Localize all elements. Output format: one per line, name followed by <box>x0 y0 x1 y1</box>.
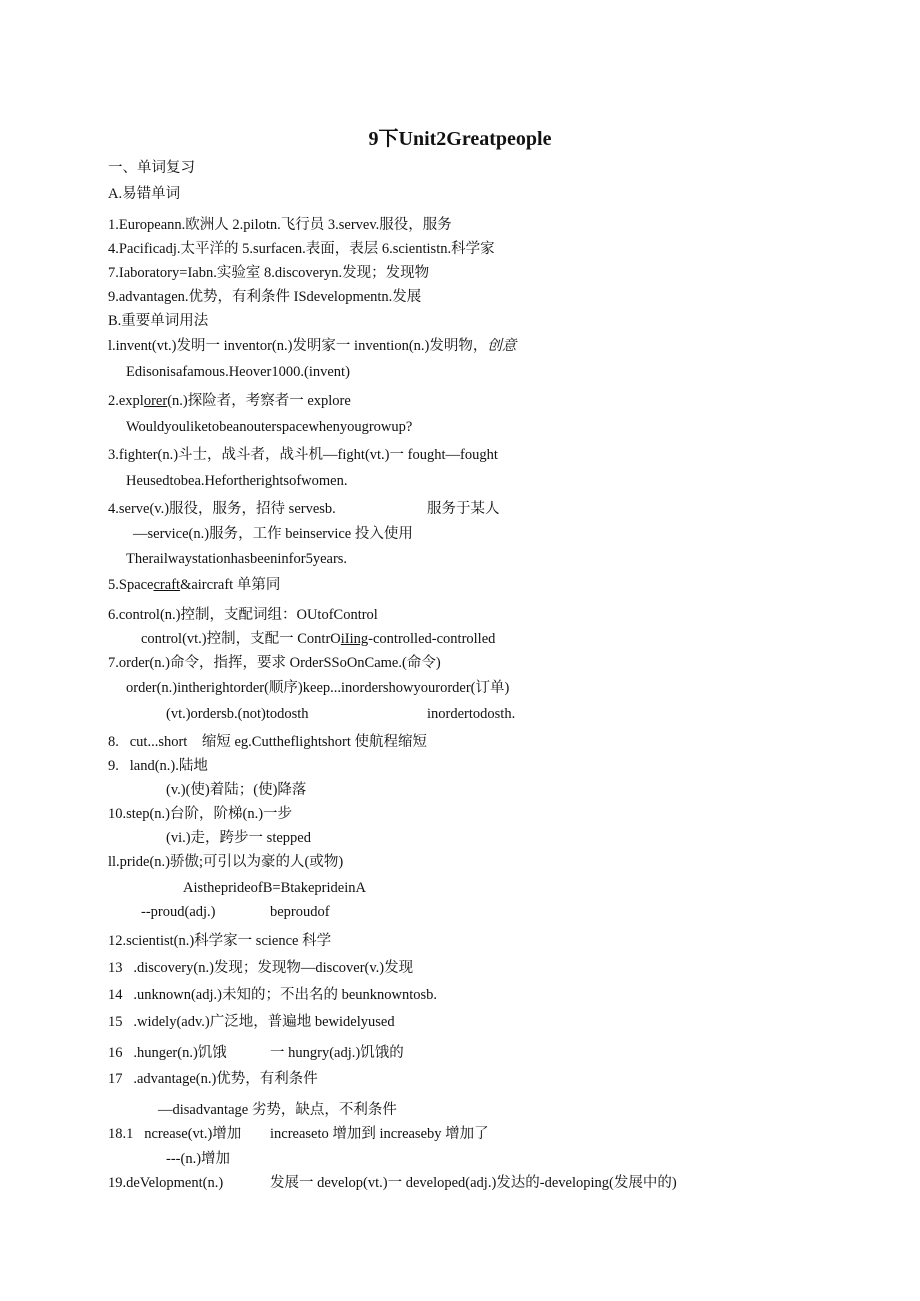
example-sentence: Edisonisafamous.Heover1000.(invent) <box>126 364 350 380</box>
usage-item <box>108 576 280 594</box>
underlined-text: craft <box>153 577 181 593</box>
usage-item: —disadvantage 劣势，缺点，不利条件 <box>158 1102 397 1118</box>
usage-item: 16 .hunger(n.)饥饿 <box>108 1045 227 1061</box>
word-list-line: 7.Iaboratory=Iabn.实验室 8.discoveryn.发现；发现物 <box>108 265 430 281</box>
section-heading: 一、单词复习 <box>108 160 195 176</box>
example-sentence: Therailwaystationhasbeeninfor5years. <box>126 551 348 567</box>
usage-item: --proud(adj.) <box>141 904 216 920</box>
usage-item: (vi.)走，跨步一 stepped <box>166 830 311 846</box>
usage-text: (n.)探险者，考察者一 explore <box>167 393 351 409</box>
usage-meaning: 服务于某人 <box>427 501 500 517</box>
subsection-heading: B.重要单词用法 <box>108 313 209 329</box>
usage-item: AistheprideofB=BtakeprideinA <box>183 880 366 896</box>
word-list-line: 9.advantagen.优势，有利条件 ISdevelopmentn.发展 <box>108 289 422 305</box>
usage-item: ll.pride(n.)骄傲;可引以为豪的人(或物) <box>108 854 344 870</box>
usage-item: 3.fighter(n.)斗士，战斗者，战斗机—fight(vt.)一 fought—fought <box>108 447 498 463</box>
word-list-line: 1.Europeann.欧洲人 2.pilotn.飞行员 3.servev.服役，服务 <box>108 217 452 233</box>
usage-item: 15 .widely(adv.)广泛地，普遍地 bewidelyused <box>108 1014 395 1030</box>
usage-item <box>108 337 516 355</box>
usage-item: 4.serve(v.)服役，服务，招待 servesb. <box>108 501 336 517</box>
usage-text: &aircraft 单第同 <box>180 577 281 593</box>
usage-item: 10.step(n.)台阶，阶梯(n.)一步 <box>108 806 293 822</box>
page-title: 9下Unit2Greatpeople <box>368 128 552 150</box>
usage-item: order(n.)intherightorder(顺序)keep...inordershowyourorder(订单) <box>126 680 510 696</box>
usage-item: 12.scientist(n.)科学家一 science 科学 <box>108 933 332 949</box>
usage-item: —service(n.)服务，工作 beinservice 投入使用 <box>133 526 413 542</box>
usage-item: 19.deVelopment(n.) <box>108 1175 224 1191</box>
usage-item: 9. land(n.).陆地 <box>108 758 208 774</box>
usage-text: -controlled-controlled <box>368 631 496 647</box>
usage-item: 17 .advantage(n.)优势，有利条件 <box>108 1071 318 1087</box>
usage-item: 8. cut...short 缩短 eg.Cuttheflightshort 使航程缩短 <box>108 734 427 750</box>
underlined-text: iIing <box>340 631 369 647</box>
usage-item: beproudof <box>270 904 330 920</box>
usage-item: (v.)(使)着陆；(使)降落 <box>166 782 307 798</box>
usage-item: ---(n.)增加 <box>166 1151 231 1167</box>
subsection-heading: A.易错单词 <box>108 186 181 202</box>
usage-item: 7.order(n.)命令，指挥，要求 OrderSSoOnCame.(命令) <box>108 655 441 671</box>
usage-item: increaseto 增加到 increaseby 增加了 <box>270 1126 489 1142</box>
underlined-text: orer <box>143 393 168 409</box>
word-list-line: 4.Pacificadj.太平洋的 5.surfacen.表面，表层 6.scientistn.科学家 <box>108 241 495 257</box>
usage-item: (vt.)ordersb.(not)todosth <box>166 706 309 722</box>
usage-text: control(vt.)控制，支配一 ContrO <box>141 631 341 647</box>
usage-text: l.invent(vt.)发明一 inventor(n.)发明家一 invention(n.)发明物， <box>108 338 488 354</box>
usage-text: 2.expl <box>108 393 144 409</box>
usage-item: 6.control(n.)控制，支配词组：OUtofControl <box>108 607 378 623</box>
example-sentence: Wouldyouliketobeanouterspacewhenyougrowup? <box>126 419 413 435</box>
usage-item <box>108 392 351 410</box>
usage-item <box>141 630 495 648</box>
usage-text: 5.Space <box>108 577 154 593</box>
usage-item: 发展一 develop(vt.)一 developed(adj.)发达的-developing(发展中的) <box>270 1175 677 1191</box>
usage-item: 14 .unknown(adj.)未知的；不出名的 beunknowntosb. <box>108 987 438 1003</box>
example-sentence: Heusedtobea.Hefortherightsofwomen. <box>126 473 348 489</box>
usage-italic-note: 创意 <box>487 338 517 354</box>
usage-item: inordertodosth. <box>427 706 516 722</box>
usage-item: 13 .discovery(n.)发现；发现物—discover(v.)发现 <box>108 960 414 976</box>
usage-item: 18.1 ncrease(vt.)增加 <box>108 1126 242 1142</box>
usage-item: 一 hungry(adj.)饥饿的 <box>270 1045 404 1061</box>
